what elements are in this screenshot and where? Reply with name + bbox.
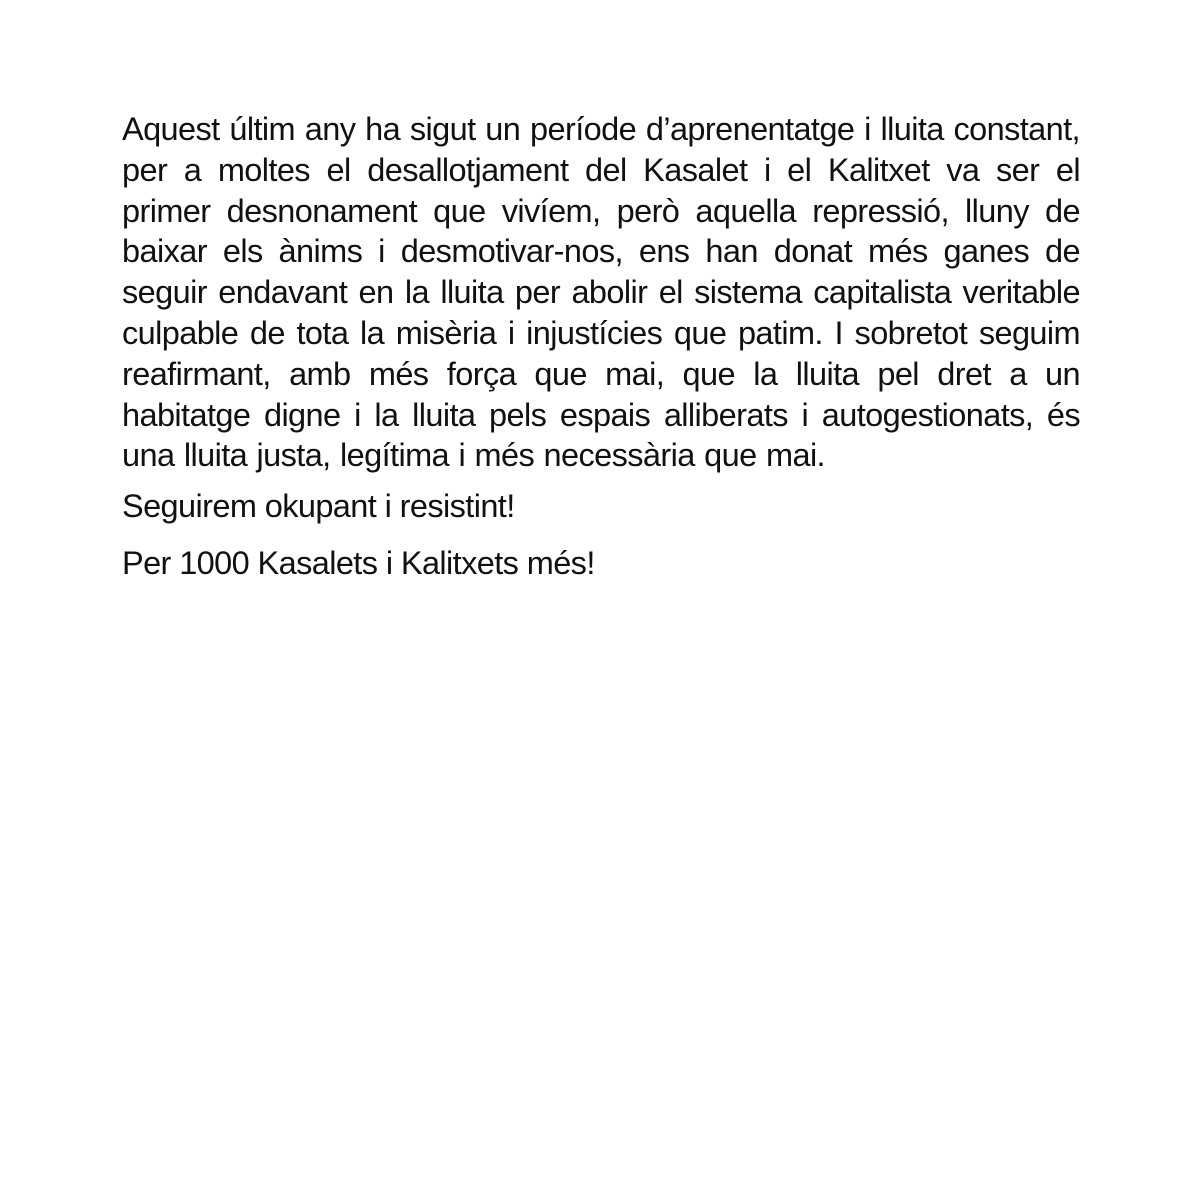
slogan-kasalets: Per 1000 Kasalets i Kalitxets més! <box>122 544 595 581</box>
slogan-resist: Seguirem okupant i resistint! <box>122 488 515 525</box>
statement-paragraph: Aquest últim any ha sigut un període d’aprenentatge i lluita constant, per a moltes el desallotjament del Kasalet i el Kalitxet va ser el primer desnonament que vivíem, però aquella repressió, lluny de baixar els ànims i desmotivar-nos, ens han donat més ganes de seguir endavant en la lluita per abolir el sistema capitalista veritable culpable de tota la misèria i injustícies que patim. I sobretot seguim reafirmant, amb més força que mai, que la lluita pel dret a un habitatge digne i la lluita pels espais alliberats i autogestionats, és una lluita justa, legítima i més necessària que mai. <box>122 111 1080 474</box>
statement-text-block <box>122 109 1080 584</box>
